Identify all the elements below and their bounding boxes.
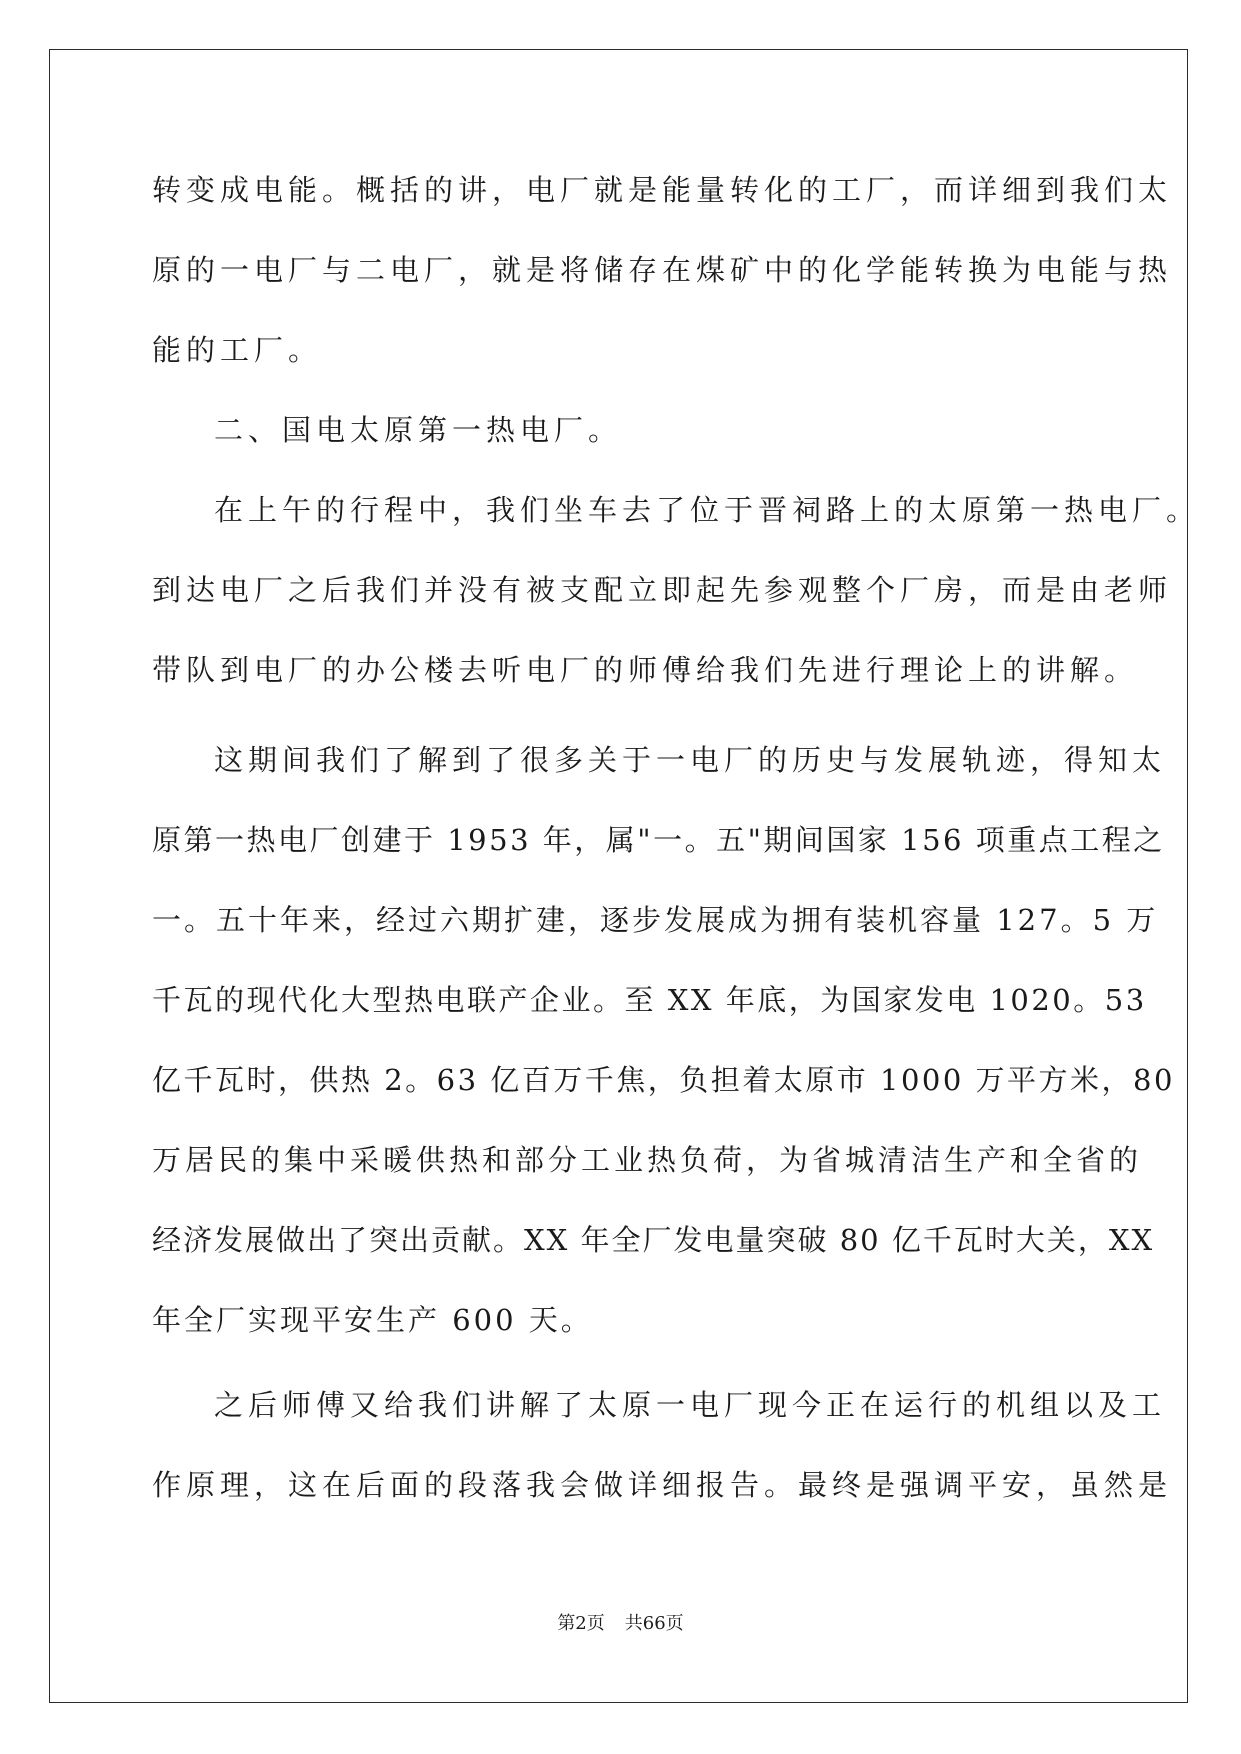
text-line: 这期间我们了解到了很多关于一电厂的历史与发展轨迹，得知太 xyxy=(214,743,1167,777)
text-line: 能的工厂。 xyxy=(152,333,323,367)
text-line: 作原理，这在后面的段落我会做详细报告。最终是强调平安，虽然是 xyxy=(152,1468,1173,1502)
text-line: 带队到电厂的办公楼去听电厂的师傅给我们先进行理论上的讲解。 xyxy=(152,653,1139,687)
section-heading: 二、国电太原第一热电厂。 xyxy=(214,413,623,447)
page-border xyxy=(49,49,1188,1703)
text-line: 原第一热电厂创建于 1953 年，属"一。五"期间国家 156 项重点工程之 xyxy=(152,823,1165,857)
text-line: 年全厂实现平安生产 600 天。 xyxy=(152,1303,593,1337)
page-number: 第2页 xyxy=(557,1613,605,1634)
text-line: 原的一电厂与二电厂，就是将储存在煤矿中的化学能转换为电能与热 xyxy=(152,253,1173,287)
text-line: 一。五十年来，经过六期扩建，逐步发展成为拥有装机容量 127。5 万 xyxy=(152,903,1159,937)
text-line: 之后师傅又给我们讲解了太原一电厂现今正在运行的机组以及工 xyxy=(214,1388,1167,1422)
text-line: 亿千瓦时，供热 2。63 亿百万千焦，负担着太原市 1000 万平方米，80 xyxy=(152,1063,1175,1097)
text-line: 在上午的行程中，我们坐车去了位于晋祠路上的太原第一热电厂。 xyxy=(214,493,1201,527)
text-line: 万居民的集中采暖供热和部分工业热负荷，为省城清洁生产和全省的 xyxy=(152,1143,1143,1177)
text-line: 到达电厂之后我们并没有被支配立即起先参观整个厂房，而是由老师 xyxy=(152,573,1173,607)
page-total: 共66页 xyxy=(624,1613,684,1634)
text-line: 转变成电能。概括的讲，电厂就是能量转化的工厂，而详细到我们太 xyxy=(152,173,1173,207)
text-line: 经济发展做出了突出贡献。XX 年全厂发电量突破 80 亿千瓦时大关，XX xyxy=(152,1223,1155,1257)
page-footer xyxy=(0,1612,1241,1636)
text-line: 千瓦的现代化大型热电联产企业。至 XX 年底，为国家发电 1020。53 xyxy=(152,983,1147,1017)
